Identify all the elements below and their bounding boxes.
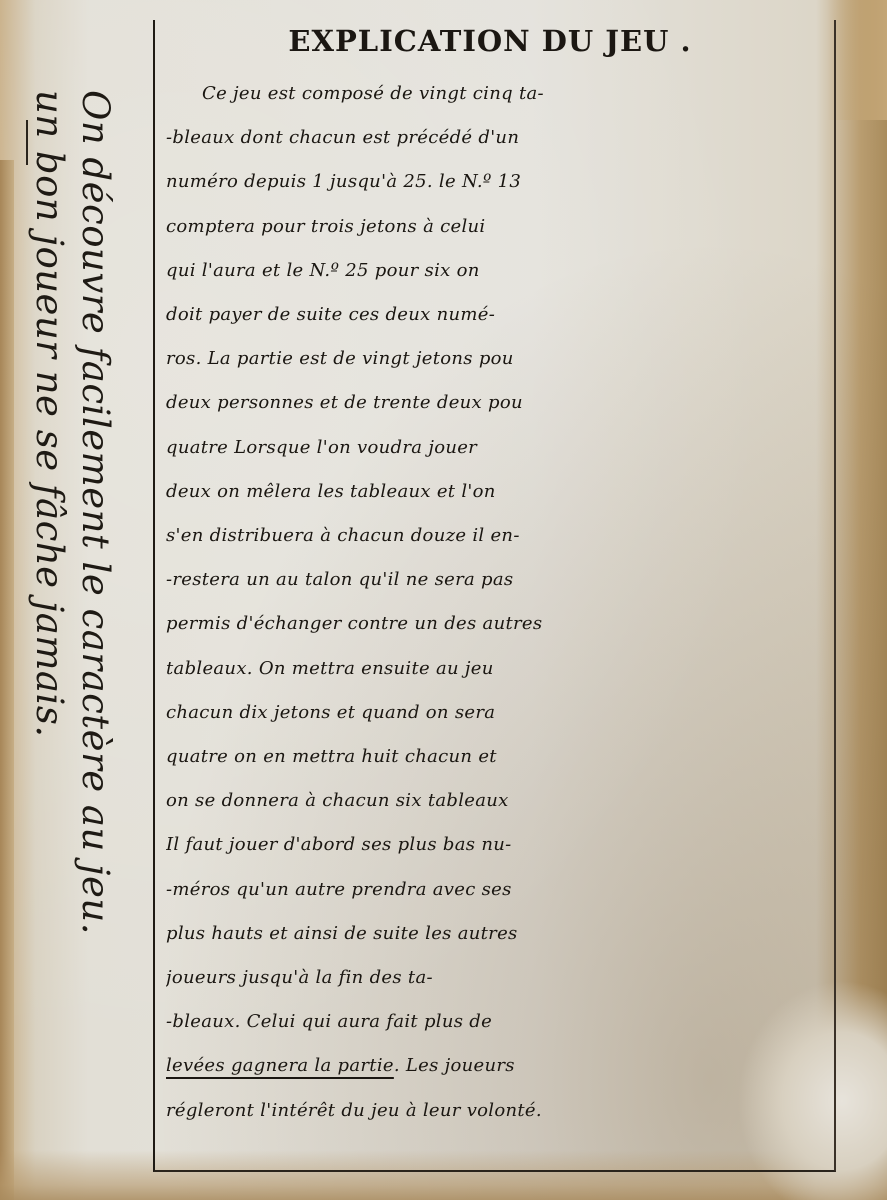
body-line: quatre Lorsque l'on voudra jouer [166,436,478,458]
body-line: quatre on en mettra huit chacun et [166,746,497,768]
body-line: Il faut jouer d'abord ses plus bas nu- [166,834,512,856]
body-line: plus hauts et ainsi de suite les autres [166,922,518,944]
underlined-phrase: levées gagnera la partie [166,1055,394,1077]
body-line: permis d'échanger contre un des autres [166,613,543,635]
body-line: qui l'aura et le N.º 25 pour six on [166,259,480,281]
side-caption-line-1: On découvre facilement le caractère au jeu. [74,90,117,936]
body-line: chacun dix jetons et quand on sera [166,701,496,723]
body-line-remainder: . Les joueurs [393,1055,515,1077]
body-line: Ce jeu est composé de vingt cinq ta- [202,83,544,104]
paper-stain-left [0,160,14,1200]
side-caption [26,90,118,1090]
body-line: -méros qu'un autre prendra avec ses [166,878,512,900]
document-body [166,72,831,1133]
body-line: joueurs jusqu'à la fin des ta- [166,967,433,989]
body-line: numéro depuis 1 jusqu'à 25. le N.º 13 [166,171,522,193]
body-line: deux on mêlera les tableaux et l'on [166,480,496,502]
body-line: on se donnera à chacun six tableaux [166,790,509,812]
body-line: s'en distribuera à chacun douze il en- [166,525,520,547]
body-line: régleront l'intérêt du jeu à leur volonté. [166,1099,542,1121]
body-line: doit payer de suite ces deux numé- [166,304,496,326]
body-line: -bleaux dont chacun est précédé d'un [166,127,520,149]
body-line: comptera pour trois jetons à celui [166,215,486,237]
body-line: ros. La partie est de vingt jetons pou [166,348,514,370]
body-line: deux personnes et de trente deux pou [166,392,523,414]
body-line: -restera un au talon qu'il ne sera pas [166,569,514,591]
side-caption-line-2: un bon joueur ne se fâche jamais. [28,90,71,738]
body-line-underlined [166,1044,831,1088]
body-line: tableaux. On mettra ensuite au jeu [166,657,494,679]
body-line: -bleaux. Celui qui aura fait plus de [166,1011,493,1033]
document-title: EXPLICATION DU JEU . [288,24,692,58]
torn-edge [827,0,887,120]
